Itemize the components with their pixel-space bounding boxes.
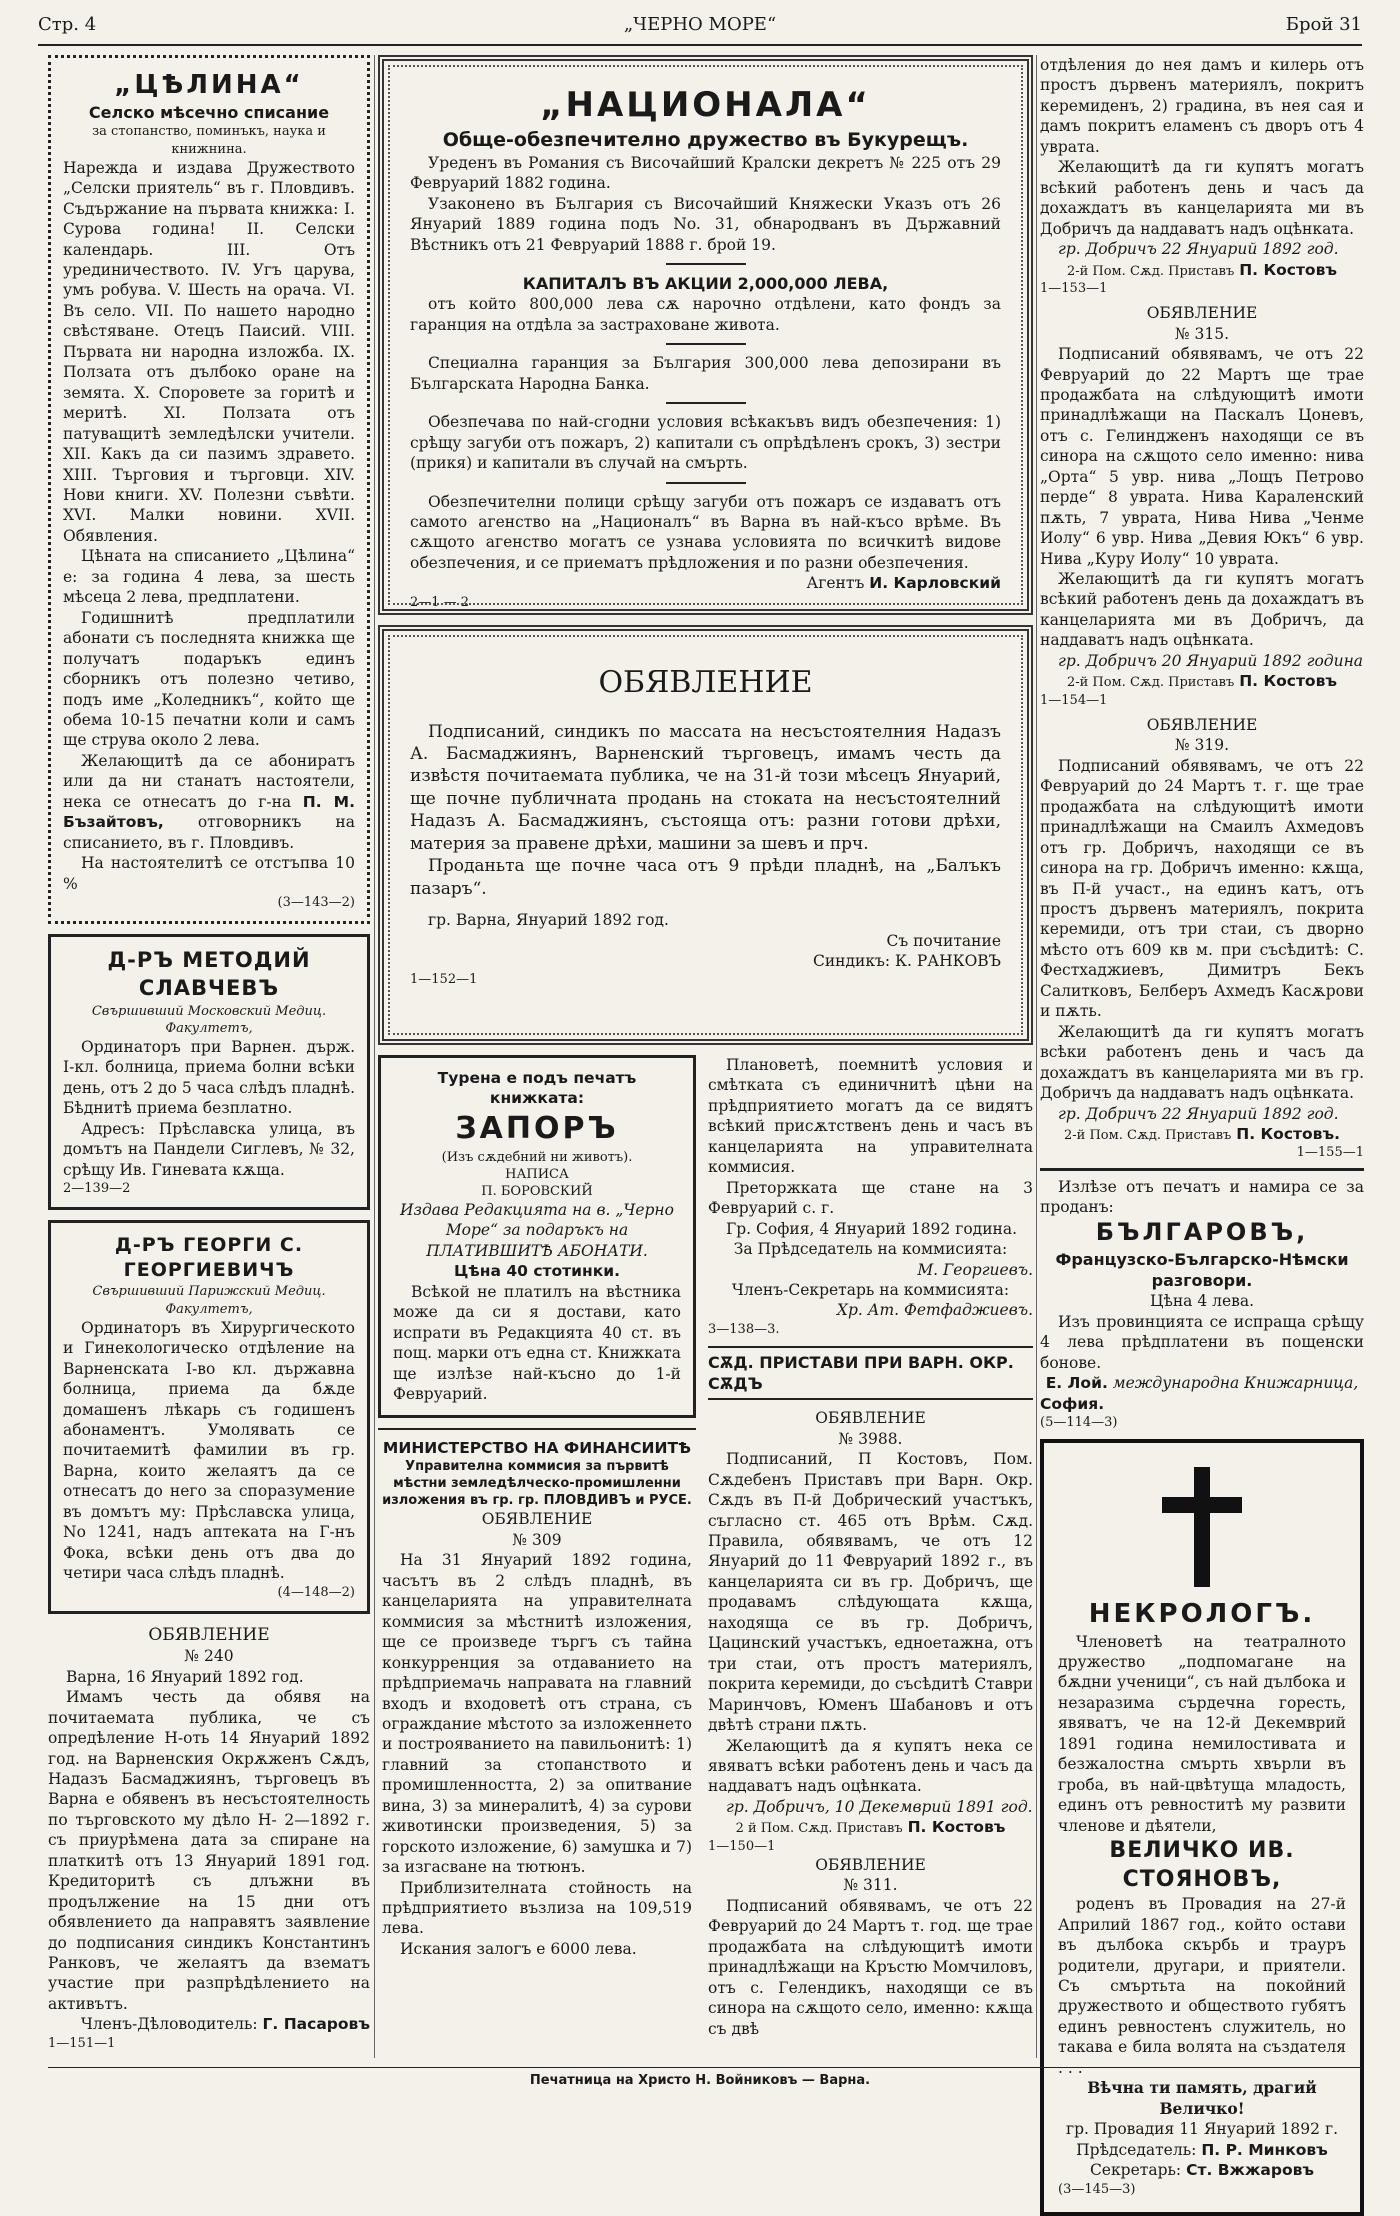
- nekrolog-name: ВЕЛИЧКО ИВ. СТОЯНОВЪ,: [1109, 1838, 1295, 1893]
- column-2b: [708, 1055, 1033, 2039]
- ad-zapor: [378, 1055, 696, 1418]
- notice-315-code: 1—154—1: [1040, 692, 1108, 708]
- pristavi-ob2: ОБЯВЛЕНИЕ: [815, 1855, 926, 1874]
- notice-240-date: Варна, 16 Януарий 1892 год.: [66, 1667, 304, 1686]
- pristavi-p2: Желающитѣ да я купятъ нека се явяватъ всѣки работенъ день и часъ да наддаватъ надъ оцѣнката.: [708, 1736, 1033, 1796]
- georgievich-title: Д-РЪ ГЕОРГИ С. ГЕОРГИЕВИЧЪ: [114, 1234, 304, 1282]
- slavchev-code: 2—139—2: [63, 1181, 131, 1197]
- zapor-title: ЗАПОРЪ: [455, 1110, 619, 1146]
- nekrolog-code: (3—145—3): [1058, 2181, 1136, 2197]
- nationala-title: „НАЦИОНАЛА“: [540, 85, 871, 125]
- nekrolog-date: гр. Провадия 11 Януарий 1892 г.: [1065, 2120, 1338, 2139]
- nationala-p3: отъ който 800,000 лева сѫ нарочно отдѣлени, като фондъ за гаранция на отдѣла за застраховане живота.: [410, 295, 1001, 334]
- notice-240-sign: Членъ-Дѣловодитель: Г. Пасаровъ: [80, 2015, 370, 2034]
- ministry-p2: Приблизителната стойность на прѣдприятието възлиза на 109,519 лева.: [382, 1878, 692, 1938]
- ministry-p3: Искания залогъ е 6000 лева.: [400, 1939, 637, 1958]
- georgievich-code: (4—148—2): [277, 1584, 355, 1600]
- nekrolog-title: НЕКРОЛОГЪ.: [1088, 1599, 1316, 1630]
- notice-319-code: 1—155—1: [1296, 1145, 1364, 1161]
- zapor-pub: Издава Редакцията на в. „Черно Море“ за подаръкъ на ПЛАТИВШИТѢ АБОНАТИ.: [400, 1200, 674, 1260]
- ad-slavchev: [48, 934, 370, 1210]
- celina-title: „ЦѢЛИНА“: [114, 70, 304, 100]
- notice-319-date: гр. Добричъ 22 Януарий 1892 год.: [1058, 1104, 1339, 1123]
- bulgarov-sub: Французско-Българско-Нѣмски разговори.: [1055, 1250, 1349, 1291]
- ministry-num: № 309: [512, 1530, 562, 1549]
- bulgarov-city: София.: [1040, 1394, 1105, 1413]
- ministry-title: МИНИСТЕРСТВО НА ФИНАНСИИТѢ: [382, 1438, 692, 1457]
- rankov-code: 1—152—1: [410, 972, 478, 988]
- zapor-sub: (Изъ сѫдебний ни животъ).: [441, 1149, 633, 1165]
- nekrolog-body: Членоветѣ на театралното дружество „подпомагане на бѫдни ученици“, съ най дълбока и незаразима сърдечна горесть, явяватъ, че на 12-й Декемврий 1891 година немилостивата и безжалостна смърть хвърли въ гроба, въ най-цвѣтуща младость, единъ отъ ревноститѣ му развити членове и дѣятели,: [1058, 1632, 1346, 1835]
- planove-date: Гр. София, 4 Януарий 1892 година.: [726, 1219, 1018, 1238]
- column-divider: [1036, 55, 1037, 2058]
- nationala-agent: Агентъ И. Карловский: [806, 574, 1001, 593]
- c3-code: 1—153—1: [1040, 280, 1108, 296]
- celina-discount: На настоятелитѣ се отстъпва 10 %: [63, 854, 355, 893]
- notice-315-date: гр. Добричъ 20 Януарий 1892 година: [1058, 651, 1364, 670]
- notice-315-p2: Желающитѣ да ги купятъ могатъ всѣкий работенъ день да дохаждатъ въ канцеларията ми въ Добричъ, да наддаватъ надъ оцѣнката.: [1040, 570, 1364, 650]
- notice-315-sign: 2-й Пом. Сѫд. Приставъ П. Костовъ: [1066, 672, 1338, 691]
- column-divider: [374, 55, 375, 2058]
- zapor-wrote: НАПИСА: [505, 1166, 569, 1182]
- bulgarov-pub: Е. Лой. международна Книжарница,: [1045, 1374, 1359, 1393]
- celina-agent-name: П. М. Бъзайтовъ,: [63, 792, 355, 832]
- notice-319-body: Подписаний обявявамъ, че отъ 22 Февруарий до 24 Мартъ т. г. ще трае продажбата на слѣдующитѣ имоти принадлѣжащи на Смаилъ Ахмедовъ отъ гр. Добричъ, находящи се въ синора на гр. Добричъ именно: кѫща, въ П-й участ., на единъ катъ, отъ простъ дървенъ материялъ, покрита керемиди, отъ три стаи, съ дворно мѣсто отъ 609 кв м. при съсѣдитѣ: С. Фестхаджиевъ, Димитръ Бекъ Салитковъ, Белберъ Ахмедъ Касѫрови и пѫть.: [1040, 756, 1364, 1021]
- pristavi-num: № 3988.: [838, 1429, 903, 1448]
- nationala-p1: Уреденъ въ Романия съ Височайший Кралски декретъ № 225 отъ 29 Февруарий 1882 година.: [410, 153, 1001, 193]
- pristavi-num2: № 311.: [843, 1876, 898, 1895]
- notice-319-number: № 319.: [1174, 736, 1230, 755]
- bulgarov-price: Цѣна 4 лева.: [1149, 1292, 1255, 1311]
- column-3: [1040, 55, 1364, 2216]
- notice-315-number: № 315.: [1174, 324, 1230, 343]
- rankov-date: гр. Варна, Януарий 1892 год.: [428, 911, 669, 930]
- notice-240-body: Имамъ честь да обявя на почитаемата публика, че съ опредѣление Н-оть 14 Януарий 1892 год. на Варненския Окрѫженъ Сѫдъ, Надазъ Басмаджиянъ, търговецъ въ Варна е обявенъ въ несъстоятелность по търговското му дѣло Н- 2—1892 г. съ приурѣмена дата за спиране на платкитѣ отъ 13 Януарий 1891 год. Кредиторитѣ съ длъжни въ продължение на 15 дни отъ обявлението да направятъ заявление до подписания синдикъ Константинъ Ранковъ, че желаятъ да взематъ участие при разпрѣдѣлението на активътъ.: [48, 1688, 370, 2013]
- slavchev-title: Д-РЪ МЕТОДИЙ СЛАВЧЕВЪ: [107, 948, 311, 1000]
- notice-240-code: 1—151—1: [48, 2035, 116, 2051]
- ministry-body: На 31 Януарий 1892 година, часътъ въ 2 слѣдъ пладнѣ, въ канцеларията на управителната коммисия за мѣстнитѣ изложения, ще се произведе търгъ съ тайна конкурренция за отдаванието на прѣдприемачь направата на главний входъ и входоветѣ отъ страна, съ ограждание мѣстото за изложеннето и построяванието на павильонитѣ: 1) главний за стопанството и промишленността, 2) за опитвание вина, 3) за минералитѣ, 4) за сурови животински произведения, 5) за горското изложение, 6) замушка и 7) за изгасване на тютюнъ.: [382, 1551, 692, 1877]
- c3-p2: Желающитѣ да ги купятъ могатъ всѣкий работенъ день и часъ да дохаждатъ въ канцеларията ми въ Добричъ да наддаватъ надъ оцѣнката.: [1040, 158, 1364, 238]
- celina-gift: Годишнитѣ предплатили абонати съ последнята книжка ще получатъ подаръкъ единъ сборникъ отъ полезно четиво, подъ име „Коледникъ“, който ще обема 10-15 печатни коли и самъ ще струва около 2 лева.: [63, 608, 355, 750]
- rankov-regards: Съ почитание: [886, 931, 1001, 950]
- rankov-p2: Проданьта ще почне часа отъ 9 прѣди пладнѣ, на „Балъкъ пазаръ“.: [410, 856, 1001, 899]
- ad-bulgarov: [1040, 1168, 1364, 1432]
- notice-315-body: Подписаний обявявамъ, че отъ 22 Февруарий до 22 Мартъ ще трае продажбата на слѣдующитѣ имоти принадлѣжащи на Паскалъ Цоневъ, отъ с. Гелиндженъ находящи се въ синора на сѫщото село именно: нива „Орта“ 5 увр. нива „Лощъ Петрово перде“ 8 уврата. Нива Караленский пѫть, 7 уврата, Нива Нива „Ченме Иолу“ 6 увр. Нива „Девия Юкъ“ 6 увр. Нива „Куру Иолу“ 10 уврата.: [1040, 345, 1364, 568]
- ad-nekrolog: [1040, 1439, 1364, 2215]
- slavchev-body: Ординаторъ при Варнен. държ. I-кл. болница, приема болни всѣки день, отъ 2 до 5 часа слѣдъ пладнѣ. Бѣднитѣ приема безплатно.: [63, 1037, 355, 1118]
- issue-number: Брой 31: [1285, 14, 1362, 35]
- page-header: [38, 8, 1362, 46]
- nationala-code: 2—1 — 2: [410, 594, 470, 610]
- ministry-sub: Управителна коммисия за първитѣ мѣстни земледѣлческо-промишленни изложения въ гр. гр. ПЛОВДИВЪ и РУСЕ.: [382, 1458, 692, 1509]
- c3-date: гр. Добричъ 22 Януарий 1892 год.: [1058, 240, 1339, 259]
- nekrolog-p2: роденъ въ Провадия на 27-й Априлий 1867 год., който остави въ дълбока скърбь и трауръ родители, другари, и приятели. Съ смъртьта на покойний дружеството и обществото губятъ единъ ревностенъ служитель, но такава е била волята на създателя . . .: [1058, 1895, 1346, 2077]
- column-2-lower: [378, 1055, 1033, 2038]
- notice-240-number: № 240: [184, 1647, 234, 1666]
- nationala-p2: Узаконено въ България съ Височайший Княжески Указъ отъ 26 Януарий 1889 година подъ No. 31, обнародванъ въ Държавний Вѣстникъ отъ 21 Февруарий 1888 г. брой 19.: [410, 194, 1001, 254]
- planove-code: 3—138—3.: [708, 1321, 780, 1337]
- ad-nationala: [378, 55, 1033, 615]
- column-2a: [378, 1055, 696, 1977]
- notice-319-title: ОБЯВЛЕНИЕ: [1146, 715, 1258, 734]
- pristavi-body2: Подписаний обявявамъ, че отъ 22 Февруарий до 24 Мартъ т. год. ще трае продажбата на слѣдующитѣ имоти принадлѣжащи на Кръстю Момчиловъ, отъ с. Гелендикъ, находящи се въ синора на сѫщото село, именно: кѫща съ двѣ: [708, 1896, 1033, 2038]
- ministry-ob: ОБЯВЛЕНИЕ: [481, 1510, 593, 1529]
- georgievich-sub: Свършивший Парижский Медиц. Факултетъ,: [92, 1284, 326, 1317]
- celina-body: Нарежда и издава Дружеството „Селски приятель“ въ г. Пловдивъ. Съдържание на първата книжка: I. Сурова година! II. Селски календарь. III. Отъ урединичеството. IV. Угъ царува, умъ робува. V. Шесть на орача. VI. Въ село. VII. По нашето народно свѣстяване. Отецъ Паисий. VIII. Първата ни народна изложба. IX. Ползата отъ дълбоко оране на земята. X. Споровете за горитѣ и меритѣ. XI. Ползата отъ патуващитѣ земледѣлски учители. XII. Какъ да си пазимъ здравето. XIII. Търговия и търговци. XIV. Нови книги. XV. Полезни съвѣти. XVI. Малки новини. XVII. Обявления.: [63, 158, 355, 545]
- pristavi-code: 1—150—1: [708, 1838, 776, 1854]
- rankov-body: Подписаний, синдикъ по массата на несъстоятелния Надазъ А. Басмаджиянъ, Варненский търговецъ, имамъ честь да извѣстя почитаемата публика, че на 31-й този мѣсецъ Януарий, ще почне публичната продань на стоката на несъстоятелний Надазъ А. Басмаджиянъ, състояща отъ: разни готови дрѣхи, материя за правене дрѣхи, машини за шевъ и прч.: [410, 721, 1001, 854]
- ad-ministry: [378, 1428, 696, 1968]
- bulgarov-body: Изъ провинцията се испраща срѣщу 4 лева прѣдплатени въ пощенски бонове.: [1040, 1312, 1364, 1372]
- rankov-title: ОБЯВЛЕНИЕ: [598, 665, 813, 700]
- zapor-body: Всѣкой не платилъ на вѣстника може да си я достави, като испрати въ Редакцията 40 ст. въ пощ. марки отъ една ст. Книжката ще излѣзе най-късно до 1-й Февруарий.: [393, 1282, 681, 1404]
- nationala-subtitle: Обще-обезпечително дружество въ Букурещъ.: [442, 128, 969, 151]
- newspaper-title: „ЧЕРНО МОРЕ“: [623, 14, 777, 35]
- zapor-head: Турена е подъ печатъ книжката:: [437, 1069, 637, 1108]
- notice-319-sign: 2-й Пом. Сѫд. Приставъ П. Костовъ.: [1064, 1124, 1340, 1143]
- notice-240: [48, 1624, 370, 2052]
- georgievich-body: Ординаторъ въ Хирургическото и Гинекологическо отдѣление на Варненската I-во кл. държавна болница, приема да бѫде домашенъ лѣкарь съ годишенъ абонаментъ. Умолявать се почитаемитѣ фамилии въ гр. Варна, които желаятъ да се отнесатъ до него за споразумение въ домътъ му: Прѣславска улица, No 1241, надъ аптеката на Г-нъ Фока, всѣки день отъ два до четири часа слѣдъ пладнѣ.: [63, 1318, 355, 1583]
- zapor-price: Цѣна 40 стотинки.: [454, 1262, 620, 1281]
- nekrolog-sec: Секретарь: Ст. Вжжаровъ: [1089, 2161, 1315, 2180]
- c3-sign: 2-й Пом. Сѫд. Приставъ П. Костовъ: [1066, 260, 1338, 279]
- notice-315-title: ОБЯВЛЕНИЕ: [1146, 304, 1258, 323]
- column-2: [378, 55, 1033, 2038]
- slavchev-sub: Свършивший Московский Медиц. Факултетъ,: [91, 1003, 327, 1036]
- rankov-sign: Синдикъ: К. РАНКОВЪ: [812, 952, 1001, 970]
- celina-price: Цѣната на списанието „Цѣлина“ е: за година 4 лева, за шесть мѣсеца 2 лева, предплатени.: [63, 547, 355, 607]
- planove-p2: Преторжката ще стане на 3 Февруарий с. г.: [708, 1178, 1033, 1218]
- slavchev-addr: Адресъ: Прѣславска улица, въ домътъ на Пандели Сиглевъ, № 32, срѣщу Ив. Гиневата кѫща.: [63, 1119, 355, 1179]
- planove-sec-name: Хр. Ат. Фетфаджиевъ.: [836, 1301, 1033, 1320]
- planove-chair-name: М. Георгиевъ.: [917, 1260, 1033, 1279]
- pristavi-ob: ОБЯВЛЕНИЕ: [815, 1409, 926, 1428]
- planove-p1: Плановетѣ, поемнитѣ условия и смѣтката съ единичнитѣ цѣни на прѣдприятието могатъ да се видятъ всѣкий присѫтственъ день и часъ въ канцеларията на управителната коммисия.: [708, 1056, 1033, 1177]
- celina-tagline: за стопанство, поминъкъ, наука и книжнина.: [92, 124, 326, 157]
- column-1: [48, 55, 370, 2052]
- pristavi-body: Подписаний, П Костовъ, Пом. Сѫдебенъ Приставъ при Варн. Окр. Сѫдъ въ П-й Добрический участъкъ, съгласно ст. 465 отъ Врѣм. Сѫд. Правила, обявявамъ, че отъ 12 Януарий до 11 Февруарий 1892 г., въ канцеларията си въ гр. Добричъ, ще продавамъ слѣдующата кѫща, находяща се въ гр. Добричъ, Цацинский участъкъ, едноетажна, отъ три стаи, отъ простъ материялъ, покрита керемиди, до съсѣдитѣ Ставри Маринчовъ, Юменъ Шабановъ и отъ двѣтѣ страни пѫть.: [708, 1450, 1033, 1735]
- bulgarov-title: БЪЛГАРОВЪ,: [1095, 1218, 1309, 1247]
- planove-chair: За Прѣдседатель на коммисията:: [733, 1240, 1008, 1259]
- notice-240-title: ОБЯВЛЕНИЕ: [148, 1624, 270, 1645]
- ad-celina: [48, 55, 370, 924]
- cross-icon: [1162, 1467, 1242, 1587]
- ad-georgievich: [48, 1220, 370, 1614]
- bulgarov-code: (5—114—3): [1040, 1415, 1118, 1431]
- celina-subtitle: Селско мѣсечно списание: [88, 103, 330, 123]
- page-number: Стр. 4: [38, 14, 97, 35]
- celina-code: (3—143—2): [277, 895, 355, 911]
- nekrolog-chair: Прѣдседатель: П. Р. Минковъ: [1076, 2140, 1328, 2159]
- bulgarov-intro: Излѣзе отъ печатъ и намира се за проданъ:: [1040, 1177, 1364, 1217]
- printer-footer: Печатница на Христо Н. Войниковъ — Варна.: [529, 2073, 871, 2088]
- celina-agents: Желающитѣ да се абониратъ или да ни станатъ настоятели, нека се отнесатъ до г-на П. М. Бъзайтовъ, отговорникъ на списанието, въ г. Пловдивъ.: [63, 751, 355, 852]
- nationala-p4: Специална гаранция за България 300,000 лева депозирани въ Българската Народна Банка.: [410, 354, 1001, 393]
- notice-319-p2: Желающитѣ да ги купятъ могатъ всѣки работенъ день и часъ да дохаждатъ въ канцеларията ми въ гр. Добричъ да наддаватъ надъ оцѣнката.: [1040, 1022, 1364, 1103]
- nationala-p6: Обезпечителни полици срѣщу загуби отъ пожаръ се издаватъ отъ самото агенство на „Националъ“ въ Варна въ най-късо врѣме. Въ сѫщото агенство могатъ се узнава условията по всичкитѣ видове обезпечения, и се приематъ прѣдложения и по разни обезпечения.: [410, 492, 1001, 572]
- pristavi-title: СѪД. ПРИСТАВИ ПРИ ВАРН. ОКР. СѪДЪ: [708, 1346, 1033, 1400]
- nationala-capital: КАПИТАЛЪ ВЪ АКЦИИ 2,000,000 ЛЕВА,: [522, 274, 889, 294]
- pristavi-sign: 2 й Пом. Сѫд. Приставъ П. Костовъ: [735, 1818, 1006, 1837]
- ad-rankov: [378, 625, 1033, 1045]
- c3-cont: отдѣления до нея дамъ и килерь отъ простъ дървенъ материялъ, покритъ керемиденъ, 2) градина, въ нея сая и дамъ покритъ еламенъ съ дворъ отъ 4 уврата.: [1040, 56, 1364, 156]
- nationala-p5: Обезпечава по най-сгодни условия всѣкакъвъ видъ обезпечения: 1) срѣщу загуби отъ пожаръ, 2) капитали съ опрѣдѣленъ срокъ, 3) зестри (прикя) и капитали въ случай на смърть.: [410, 413, 1001, 473]
- zapor-author: П. БОРОВСКИЙ: [481, 1183, 593, 1199]
- footer-rule: [48, 2067, 1362, 2068]
- nekrolog-eternal: Вѣчна ти память, драгий Величко!: [1087, 2078, 1317, 2118]
- pristavi-date: гр. Добричъ, 10 Декемврий 1891 год.: [726, 1797, 1033, 1816]
- planove-sec: Членъ-Секретарь на коммисията:: [731, 1280, 1010, 1299]
